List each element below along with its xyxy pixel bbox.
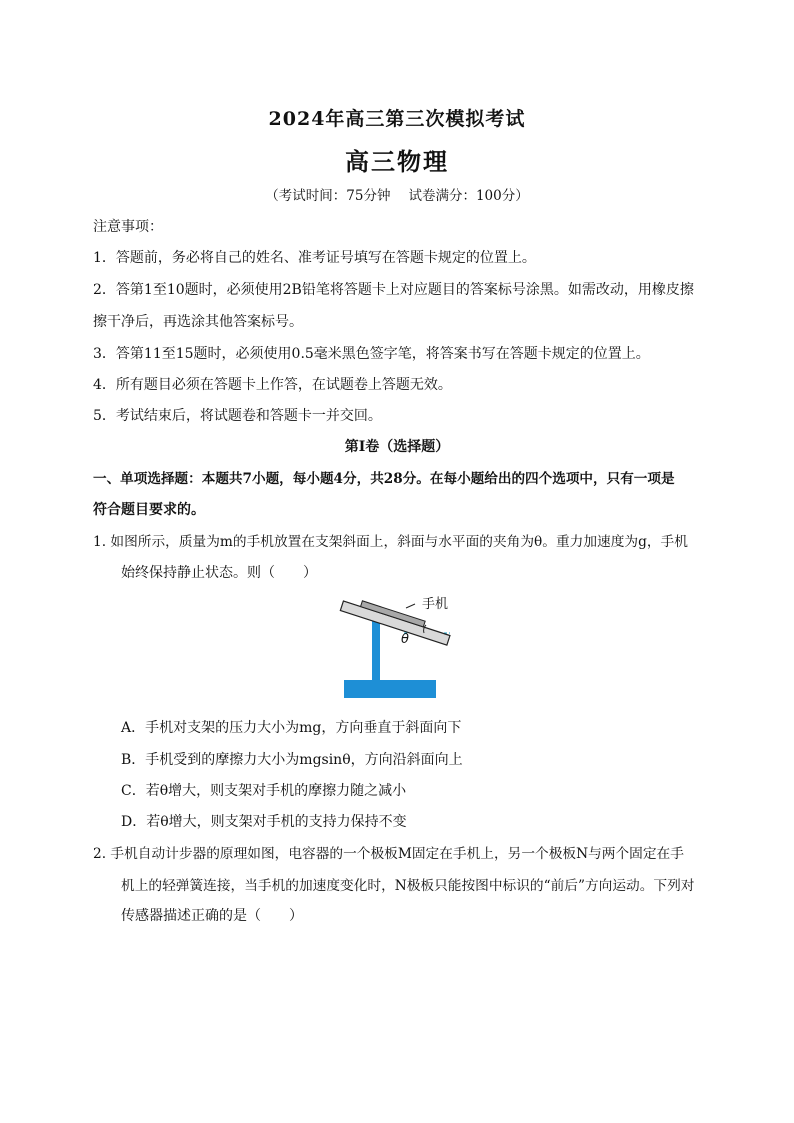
angle-label: θ — [401, 632, 409, 647]
label-leader-line — [406, 604, 415, 608]
q1-stem-cont: 始终保持静止状态。则（ ） — [121, 565, 317, 581]
q1-stem: 1. 如图所示，质量为m的手机放置在支架斜面上，斜面与水平面的夹角为θ。重力加速度为g，手机 — [93, 534, 688, 550]
exam-info — [0, 184, 794, 204]
q2-stem-cont2: 传感器描述正确的是（ ） — [121, 908, 303, 924]
time-info: （考试时间：75分钟 — [265, 188, 391, 204]
part1-instructions: 一、单项选择题：本题共7小题，每小题4分，共28分。在每小题给出的四个选项中，只有一项是 — [93, 471, 675, 487]
q2-stem-cont: 机上的轻弹簧连接，当手机的加速度变化时，N极板只能按图中标识的“前后”方向运动。下列对 — [121, 878, 695, 894]
score-info: 试卷满分：100分） — [408, 188, 529, 204]
exam-title: 2024年高三第三次模拟考试 — [268, 108, 526, 130]
note-item-2-cont: 擦干净后，再选涂其他答案标号。 — [93, 314, 303, 330]
stand-post — [372, 616, 380, 680]
note-item-4: 4．所有题目必须在答题卡上作答，在试题卷上答题无效。 — [93, 377, 452, 393]
note-item-5: 5．考试结束后，将试题卷和答题卡一并交回。 — [93, 408, 382, 424]
subject-title: 高三物理 — [345, 147, 449, 176]
notes-heading: 注意事项： — [93, 219, 163, 235]
q1-option-b: B．手机受到的摩擦力大小为mgsinθ，方向沿斜面向上 — [121, 752, 463, 768]
section-title: 第Ⅰ卷（选择题） — [344, 439, 450, 455]
q1-figure — [330, 588, 460, 702]
q2-stem: 2. 手机自动计步器的原理如图，电容器的一个极板M固定在手机上，另一个极板N与两个固定在手 — [93, 846, 684, 862]
part1-instructions-cont: 符合题目要求的。 — [93, 502, 205, 518]
q1-option-a: A．手机对支架的压力大小为mg，方向垂直于斜面向下 — [121, 720, 462, 736]
stand-base — [344, 680, 436, 698]
note-item-3: 3．答第11至15题时，必须使用0.5毫米黑色签字笔，将答案书写在答题卡规定的位置上。 — [93, 346, 650, 362]
q1-option-c: C．若θ增大，则支架对手机的摩擦力随之减小 — [121, 783, 407, 799]
phone-label: 手机 — [422, 597, 449, 612]
note-item-1: 1．答题前，务必将自己的姓名、准考证号填写在答题卡规定的位置上。 — [93, 250, 536, 266]
note-item-2: 2．答第1至10题时，必须使用2B铅笔将答题卡上对应题目的答案标号涂黑。如需改动，用橡皮擦 — [93, 282, 694, 298]
q1-option-d: D．若θ增大，则支架对手机的支持力保持不变 — [121, 814, 407, 830]
